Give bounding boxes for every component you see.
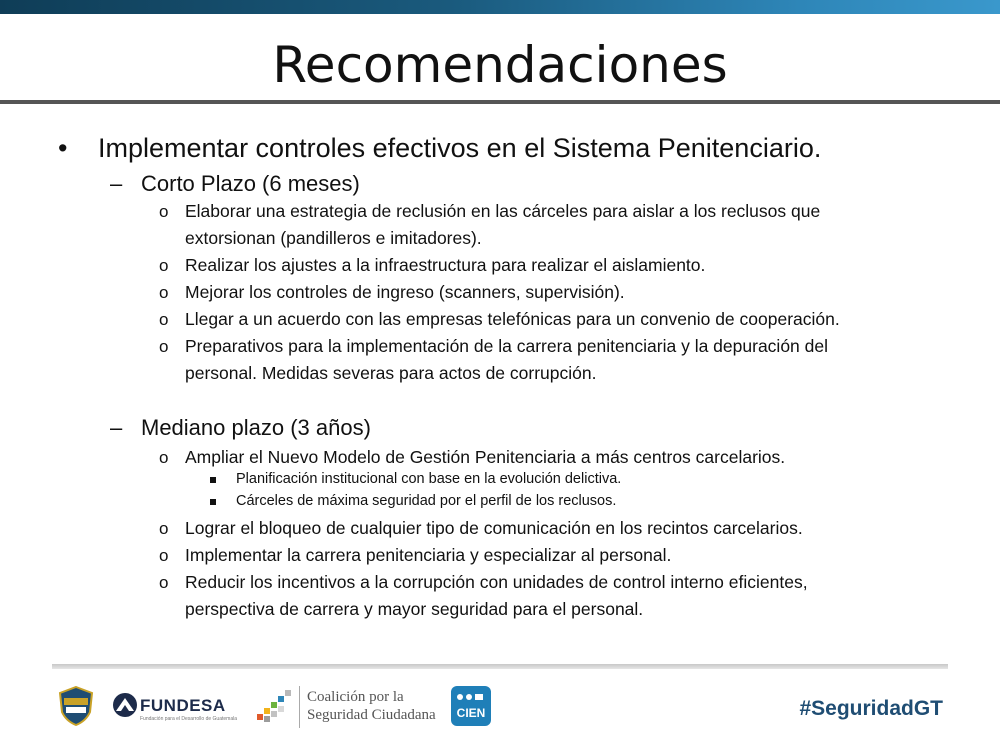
footer-divider [52,664,948,669]
circle-bullet-icon: o [159,573,169,592]
top-color-band [0,0,1000,14]
short-term-heading: Corto Plazo (6 meses) [141,171,360,196]
bullet-dot-icon: • [58,133,68,163]
fundesa-subtitle: Fundación para el Desarrollo de Guatemala [140,716,237,722]
coalicion-line-2: Seguridad Ciudadana [307,707,436,723]
square-bullet-icon [210,499,216,505]
medium-term-item: Lograr el bloqueo de cualquier tipo de comunicación en los recintos carcelarios. [185,518,803,538]
short-term-item: Elaborar una estrategia de reclusión en las cárceles para aislar a los reclusos que [185,201,821,221]
circle-bullet-icon: o [159,256,169,275]
short-term-item: Realizar los ajustes a la infraestructura para realizar el aislamiento. [185,255,706,275]
circle-bullet-icon: o [159,546,169,565]
circle-bullet-icon: o [159,337,169,356]
medium-term-item: Ampliar el Nuevo Modelo de Gestión Penitenciaria a más centros carcelarios. [185,447,786,467]
hashtag-label: #SeguridadGT [799,697,943,720]
slide-title: Recomendaciones [272,36,728,94]
circle-bullet-icon: o [159,448,169,467]
coalicion-line-1: Coalición por la [307,689,404,705]
medium-term-heading: Mediano plazo (3 años) [141,415,371,440]
dash-icon: – [110,415,123,440]
fundesa-label: FUNDESA [140,696,226,715]
fundesa-logo [112,692,237,723]
short-term-item-continuation: extorsionan (pandilleros e imitadores). [185,228,482,248]
short-term-item: Mejorar los controles de ingreso (scanners, supervisión). [185,282,625,302]
circle-bullet-icon: o [159,202,169,221]
medium-term-subitem: Cárceles de máxima seguridad por el perfil de los reclusos. [236,493,617,509]
dash-icon: – [110,171,123,196]
coalicion-text [307,688,436,724]
coalicion-divider [299,686,300,728]
coalicion-logo [253,684,436,733]
short-term-item-continuation: personal. Medidas severas para actos de corrupción. [185,363,597,383]
circle-bullet-icon: o [159,283,169,302]
circle-bullet-icon: o [159,519,169,538]
main-bullet-text: Implementar controles efectivos en el Sistema Penitenciario. [98,133,822,163]
cien-label: CIEN [456,706,486,720]
short-term-item: Preparativos para la implementación de la carrera penitenciaria y la depuración del [185,336,828,356]
crime-stoppers-logo [58,686,94,726]
medium-term-item: Implementar la carrera penitenciaria y especializar al personal. [185,545,672,565]
coalicion-mark-icon [253,684,297,728]
medium-term-subitem: Planificación institucional con base en la evolución delictiva. [236,471,622,487]
short-term-item: Llegar a un acuerdo con las empresas telefónicas para un convenio de cooperación. [185,309,840,329]
medium-term-item: Reducir los incentivos a la corrupción con unidades de control interno eficientes, [185,572,808,592]
fundesa-mark-icon [112,692,138,718]
square-bullet-icon [210,477,216,483]
title-divider [0,100,1000,104]
medium-term-item-continuation: perspectiva de carrera y mayor seguridad para el personal. [185,599,644,619]
cien-logo [451,686,491,726]
circle-bullet-icon: o [159,310,169,329]
